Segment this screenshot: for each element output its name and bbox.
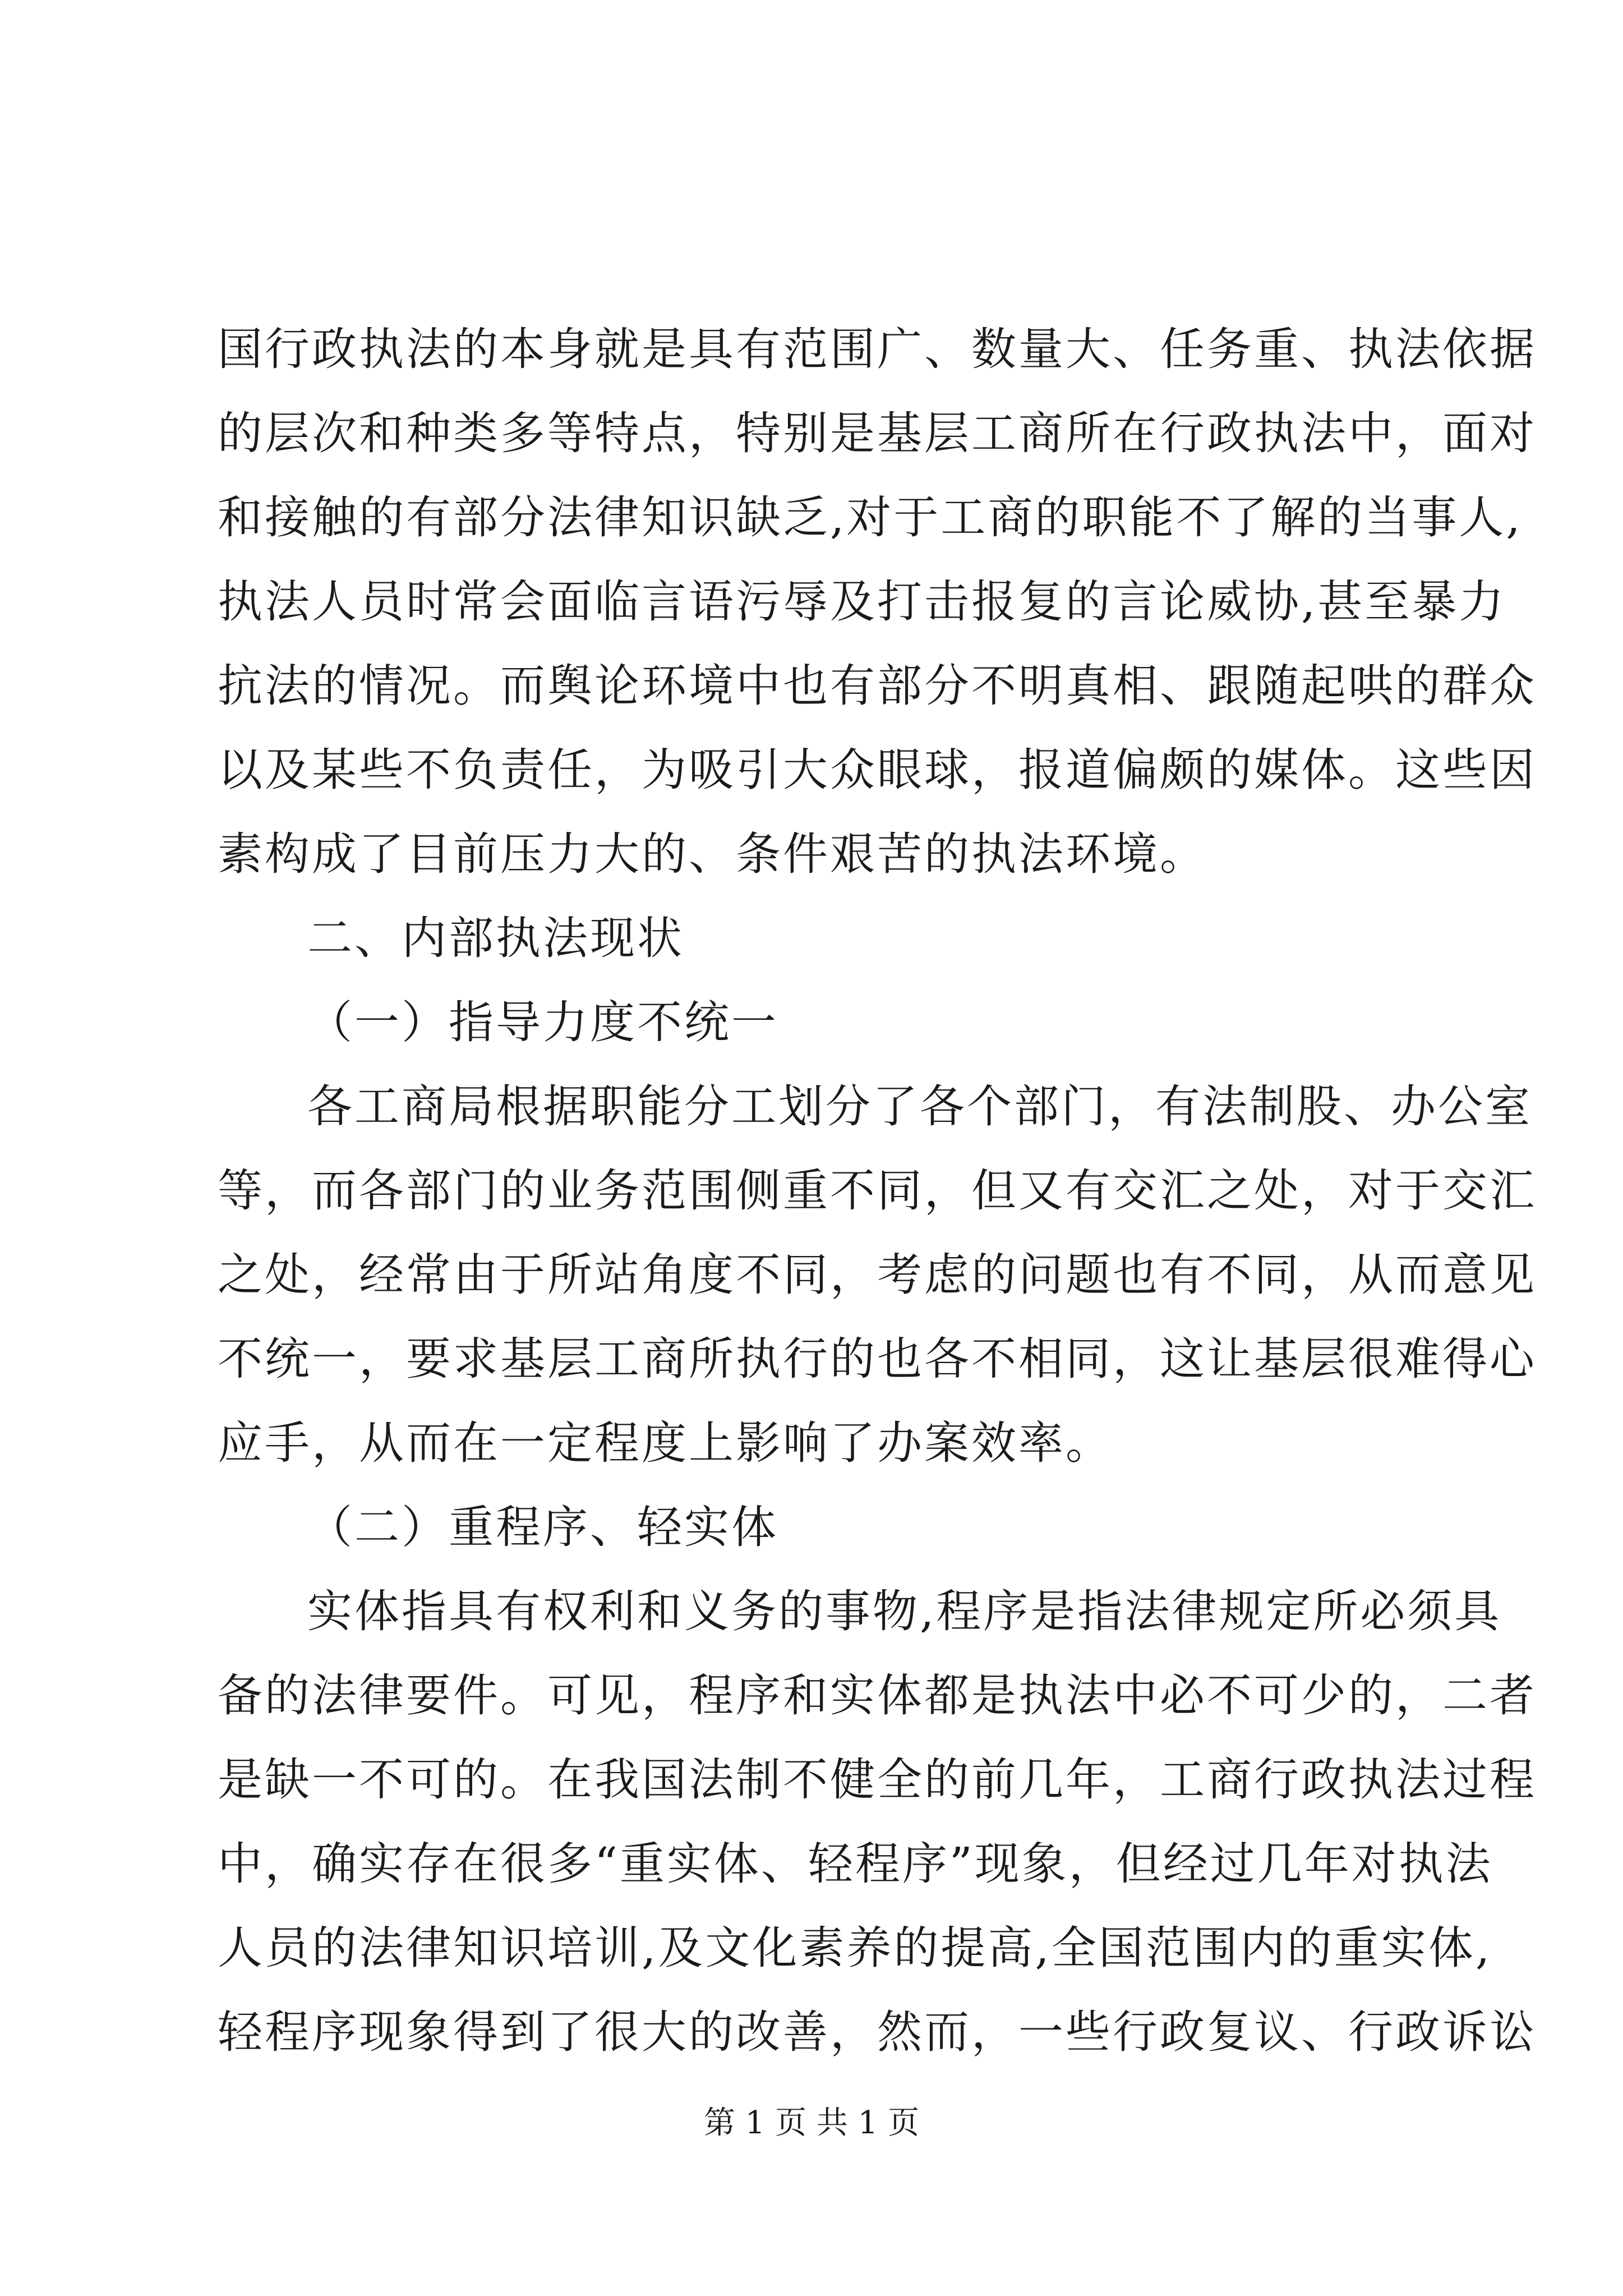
text-line: 人员的法律知识培训,及文化素养的提高,全国范围内的重实体, [218, 1922, 1492, 1974]
text-line: 素构成了目前压力大的、条件艰苦的执法环境。 [218, 828, 1207, 880]
text-line: 抗法的情况。而舆论环境中也有部分不明真相、跟随起哄的群众 [218, 660, 1537, 712]
text-line: 等，而各部门的业务范围侧重不同，但又有交汇之处，对于交汇 [218, 1165, 1537, 1217]
page-number-footer: 第 1 页 共 1 页 [703, 2105, 920, 2141]
text-line: 执法人员时常会面临言语污辱及打击报复的言论威协,甚至暴力 [218, 576, 1506, 628]
document-body [218, 307, 1537, 2074]
subsection-heading: （二）重程序、轻实体 [307, 1501, 778, 1553]
text-line: 之处，经常由于所站角度不同，考虑的问题也有不同，从而意见 [218, 1249, 1537, 1301]
text-line: 的层次和种类多等特点，特别是基层工商所在行政执法中，面对 [218, 407, 1537, 459]
text-line: 是缺一不可的。在我国法制不健全的前几年，工商行政执法过程 [218, 1754, 1537, 1806]
text-line: 实体指具有权利和义务的事物,程序是指法律规定所必须具 [307, 1585, 1502, 1637]
text-line: 不统一，要求基层工商所执行的也各不相同，这让基层很难得心 [218, 1333, 1537, 1385]
text-line: 国行政执法的本身就是具有范围广、数量大、任务重、执法依据 [218, 323, 1537, 375]
text-line: 各工商局根据职能分工划分了各个部门，有法制股、办公室 [307, 1080, 1532, 1133]
text-line: 应手，从而在一定程度上影响了办案效率。 [218, 1417, 1113, 1469]
text-line: 备的法律要件。可见，程序和实体都是执法中必不可少的，二者 [218, 1669, 1537, 1722]
text-line: 轻程序现象得到了很大的改善，然而，一些行政复议、行政诉讼 [218, 2006, 1537, 2058]
section-heading: 二、内部执法现状 [307, 912, 684, 964]
subsection-heading: （一）指导力度不统一 [307, 996, 778, 1048]
text-line: 和接触的有部分法律知识缺乏,对于工商的职能不了解的当事人, [218, 491, 1523, 544]
text-line: 中，确实存在很多“重实体、轻程序”现象，但经过几年对执法 [218, 1838, 1493, 1890]
text-line: 以及某些不负责任，为吸引大众眼球，报道偏颇的媒体。这些因 [218, 744, 1537, 796]
